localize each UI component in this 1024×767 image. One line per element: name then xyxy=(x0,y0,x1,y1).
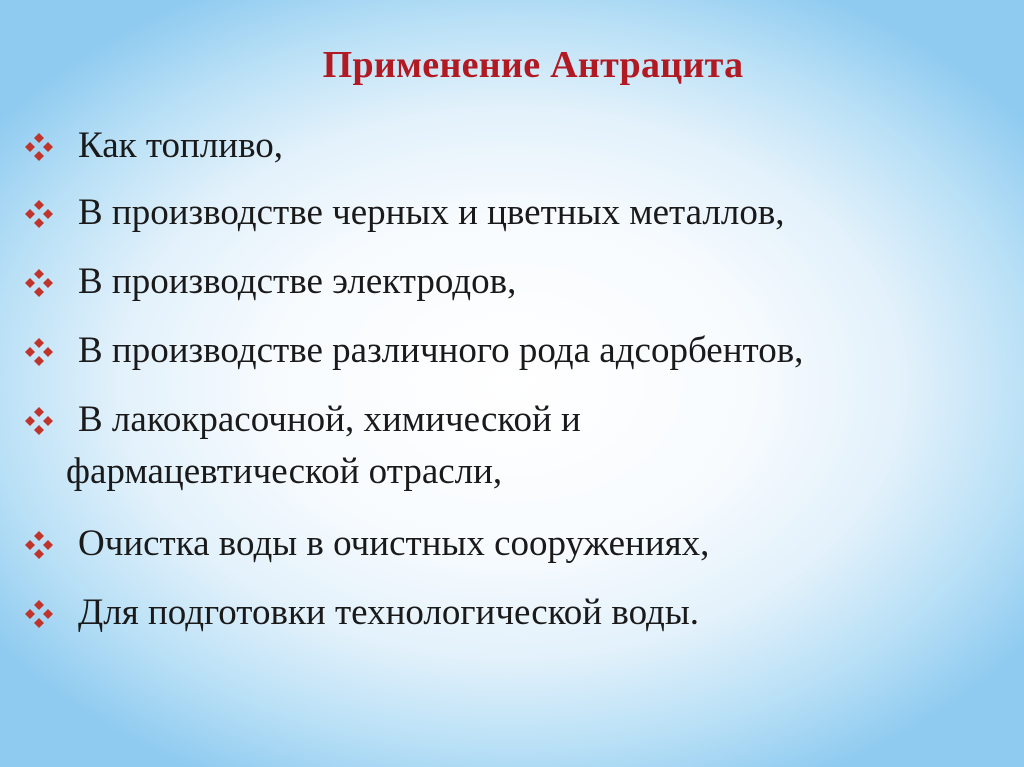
diamond-quad-icon xyxy=(20,338,58,366)
diamond-quad-icon xyxy=(20,200,58,228)
list-item xyxy=(20,325,803,377)
list-item xyxy=(20,256,516,308)
diamond-quad-icon xyxy=(20,133,58,161)
list-item-text: Как топливо, xyxy=(78,125,284,166)
list-item xyxy=(20,187,785,239)
list-item-text xyxy=(20,394,581,498)
list-item-text: В производстве электродов, xyxy=(78,261,517,302)
diamond-quad-icon xyxy=(20,531,58,559)
list-item xyxy=(20,394,581,498)
list-item-text-line2: фармацевтической отрасли, xyxy=(66,451,503,492)
list-item xyxy=(20,518,709,570)
list-item xyxy=(20,120,283,172)
diamond-quad-icon xyxy=(20,407,58,435)
diamond-quad-icon xyxy=(20,269,58,297)
list-item-text: В производстве черных и цветных металлов, xyxy=(78,192,785,233)
list-item-text: Очистка воды в очистных сооружениях, xyxy=(78,523,710,564)
list-item-text: В производстве различного рода адсорбентов, xyxy=(78,330,804,371)
list-item-text-line1: В лакокрасочной, химической и xyxy=(78,399,581,440)
slide-title: Применение Антрацита xyxy=(322,44,744,86)
diamond-quad-icon xyxy=(20,600,58,628)
list-item xyxy=(20,587,699,639)
list-item-text: Для подготовки технологической воды. xyxy=(78,592,699,633)
